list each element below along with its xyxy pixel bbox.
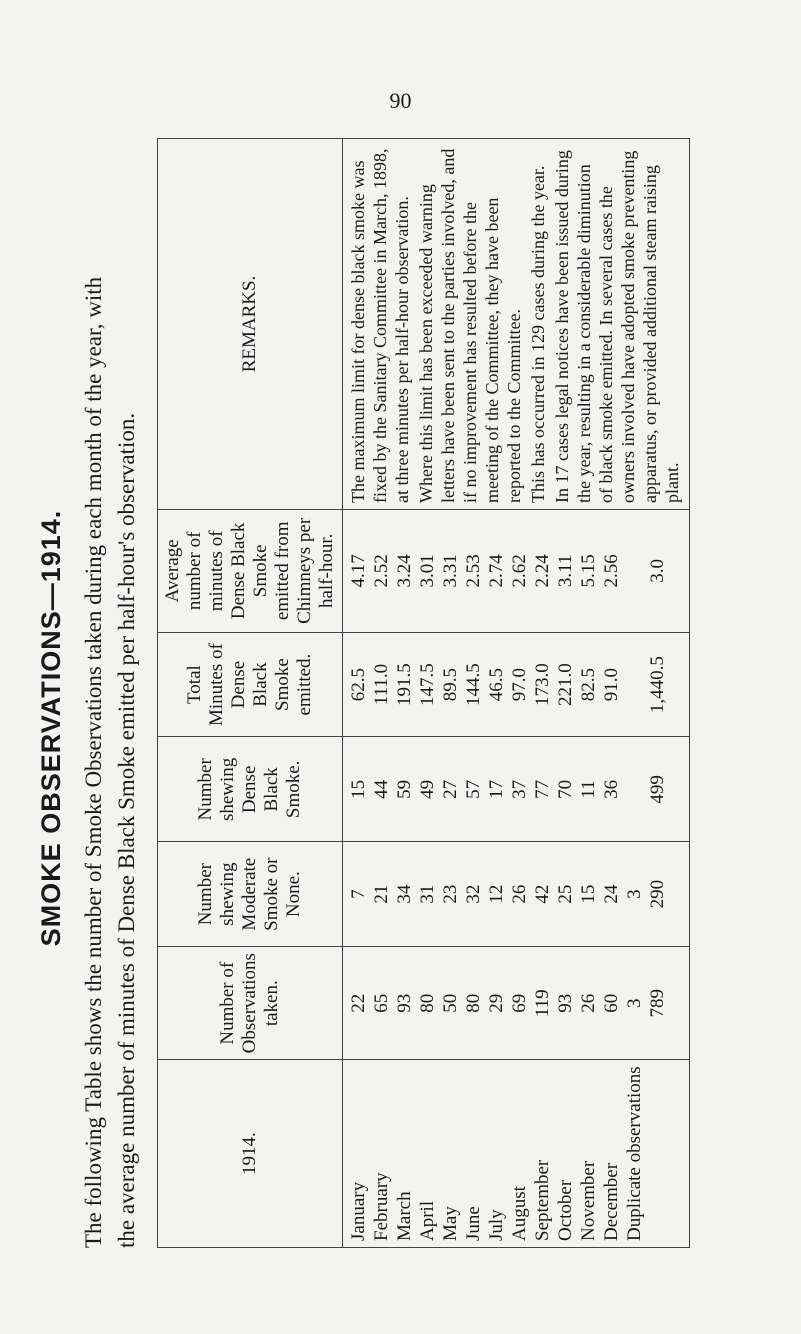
dense-column xyxy=(343,737,690,842)
moderate-value: 25 xyxy=(555,884,576,904)
total-minutes-value: 1,440.5 xyxy=(647,656,668,714)
average-value: 3.01 xyxy=(417,554,438,588)
month-cell-value: November xyxy=(578,1160,599,1241)
average-value: 2.62 xyxy=(509,554,530,588)
moderate-value: 290 xyxy=(647,879,668,909)
observations-value: 26 xyxy=(578,993,599,1013)
average-value: 2.24 xyxy=(532,554,553,588)
observations-value: 60 xyxy=(601,993,622,1013)
observations-value: 65 xyxy=(371,993,392,1013)
moderate-value: 34 xyxy=(394,884,415,904)
observations-value: 119 xyxy=(532,989,553,1018)
month-cell-value: March xyxy=(394,1191,415,1241)
month-cell-value: October xyxy=(555,1179,576,1241)
average-value: 2.74 xyxy=(486,554,507,588)
month-column xyxy=(343,1060,690,1248)
moderate-value: 21 xyxy=(371,884,392,904)
total-minutes-value: 46.5 xyxy=(486,667,507,702)
moderate-value: 26 xyxy=(509,884,530,904)
average-value: 2.53 xyxy=(463,554,484,588)
observations-value: 50 xyxy=(440,993,461,1013)
moderate-value: 31 xyxy=(417,884,438,904)
dense-value: 11 xyxy=(578,780,599,799)
moderate-value: 7 xyxy=(348,889,369,899)
dense-value: 44 xyxy=(371,779,392,799)
total-minutes-value: 62.5 xyxy=(348,667,369,702)
intro-line-1: The following Table shows the number of Smoke Observations taken during each month of the year, with xyxy=(81,276,106,1248)
average-value: 3.11 xyxy=(555,554,576,588)
observations-value: 29 xyxy=(486,993,507,1013)
observations-column xyxy=(343,947,690,1060)
total-minutes-value: 97.0 xyxy=(509,667,530,702)
moderate-value: 24 xyxy=(601,884,622,904)
observations-value: 80 xyxy=(463,993,484,1013)
moderate-value: 12 xyxy=(486,884,507,904)
month-cell-value: December xyxy=(601,1162,622,1241)
month-cell-value: July xyxy=(486,1209,507,1241)
month-cell-value: August xyxy=(509,1186,530,1241)
dense-value: 17 xyxy=(486,779,507,799)
average-value xyxy=(623,516,646,626)
dense-value: 59 xyxy=(394,779,415,799)
header-dense: Number shewing Dense Black Smoke. xyxy=(158,737,343,842)
total-minutes-value: 82.5 xyxy=(578,667,599,702)
dense-value xyxy=(623,743,646,835)
month-cell-value: June xyxy=(463,1206,484,1241)
remark-paragraph: This has occurred in 129 cases during the year. xyxy=(528,165,548,503)
total-minutes-value: 173.0 xyxy=(532,663,553,706)
dense-value: 499 xyxy=(647,775,668,804)
page-title: SMOKE OBSERVATIONS—1914. xyxy=(36,509,66,947)
header-total-minutes: Total Minutes of Dense Black Smoke emitted. xyxy=(158,632,343,737)
observations-value: 80 xyxy=(417,993,438,1013)
table-body-row xyxy=(343,139,690,1248)
total-minutes-column xyxy=(343,632,690,737)
month-cell-value xyxy=(646,1066,669,1241)
header-average: Average number of minutes of Dense Black Smoke emitted from Chimneys per half-hour. xyxy=(158,509,343,632)
header-moderate: Number shewing Moderate Smoke or None. xyxy=(158,842,343,947)
average-value: 3.24 xyxy=(394,554,415,588)
average-value: 5.15 xyxy=(578,554,599,588)
observations-value: 3 xyxy=(624,998,645,1008)
average-value: 2.56 xyxy=(601,554,622,588)
dense-value: 36 xyxy=(601,779,622,799)
total-minutes-value xyxy=(623,639,646,731)
moderate-value: 15 xyxy=(578,884,599,904)
month-cell-value: January xyxy=(348,1181,369,1241)
month-cell-value: September xyxy=(532,1159,553,1241)
header-month: 1914. xyxy=(158,1060,343,1248)
intro-line-2: the average number of minutes of Dense Black Smoke emitted per half-hour's observation. xyxy=(114,412,139,1248)
observations-value: 22 xyxy=(348,993,369,1013)
moderate-value: 32 xyxy=(463,884,484,904)
header-remarks: REMARKS. xyxy=(158,139,343,510)
dense-value: 70 xyxy=(555,779,576,799)
observations-value: 93 xyxy=(394,993,415,1013)
dense-value: 27 xyxy=(440,779,461,799)
average-value: 3.31 xyxy=(440,554,461,588)
remark-paragraph: Where this limit has been exceeded warning letters have been sent to the parties involved, and if no improvement has resulted before the meeting of the Committee, they have been reported to the Committee. xyxy=(416,148,524,503)
observations-value: 93 xyxy=(555,993,576,1013)
month-cell-value: May xyxy=(440,1206,461,1241)
observations-value: 69 xyxy=(509,993,530,1013)
total-minutes-value: 221.0 xyxy=(555,663,576,706)
observations-value: 789 xyxy=(647,988,668,1018)
smoke-observations-table xyxy=(157,138,690,1248)
average-value: 4.17 xyxy=(348,554,369,588)
table-header-row xyxy=(158,139,343,1248)
moderate-value: 3 xyxy=(624,889,645,899)
average-value: 3.0 xyxy=(647,558,668,583)
average-column xyxy=(343,509,690,632)
page-number: 90 xyxy=(389,88,412,113)
total-minutes-value: 89.5 xyxy=(440,667,461,702)
average-value: 2.52 xyxy=(371,554,392,588)
intro-text xyxy=(77,138,143,1248)
moderate-value: 42 xyxy=(532,884,553,904)
dense-value: 49 xyxy=(417,779,438,799)
total-minutes-value: 147.5 xyxy=(417,663,438,706)
month-cell-value: February xyxy=(371,1172,392,1241)
month-cell-value: April xyxy=(417,1200,438,1241)
total-minutes-value: 191.5 xyxy=(394,663,415,706)
moderate-value: 23 xyxy=(440,884,461,904)
remarks-column xyxy=(343,139,690,510)
dense-value: 57 xyxy=(463,779,484,799)
total-minutes-value: 144.5 xyxy=(463,663,484,706)
dense-value: 15 xyxy=(348,779,369,799)
remark-paragraph: The maximum limit for dense black smoke was fixed by the Sanitary Committee in March, 1898, at three minutes per half-hour observation. xyxy=(348,148,412,503)
month-cell-value: Duplicate observations xyxy=(624,1066,645,1241)
dense-value: 37 xyxy=(509,779,530,799)
dense-value: 77 xyxy=(532,779,553,799)
remark-paragraph: In 17 cases legal notices have been issued during the year, resulting in a considerable diminution of black smoke emitted. In several cases the owners involved have adopted smoke preventing apparatus, or provided additional steam raising plant. xyxy=(552,150,682,503)
moderate-column xyxy=(343,842,690,947)
header-observations: Number of Observations taken. xyxy=(158,947,343,1060)
total-minutes-value: 111.0 xyxy=(371,663,392,706)
rotated-page-content xyxy=(28,138,788,1318)
total-minutes-value: 91.0 xyxy=(601,667,622,702)
